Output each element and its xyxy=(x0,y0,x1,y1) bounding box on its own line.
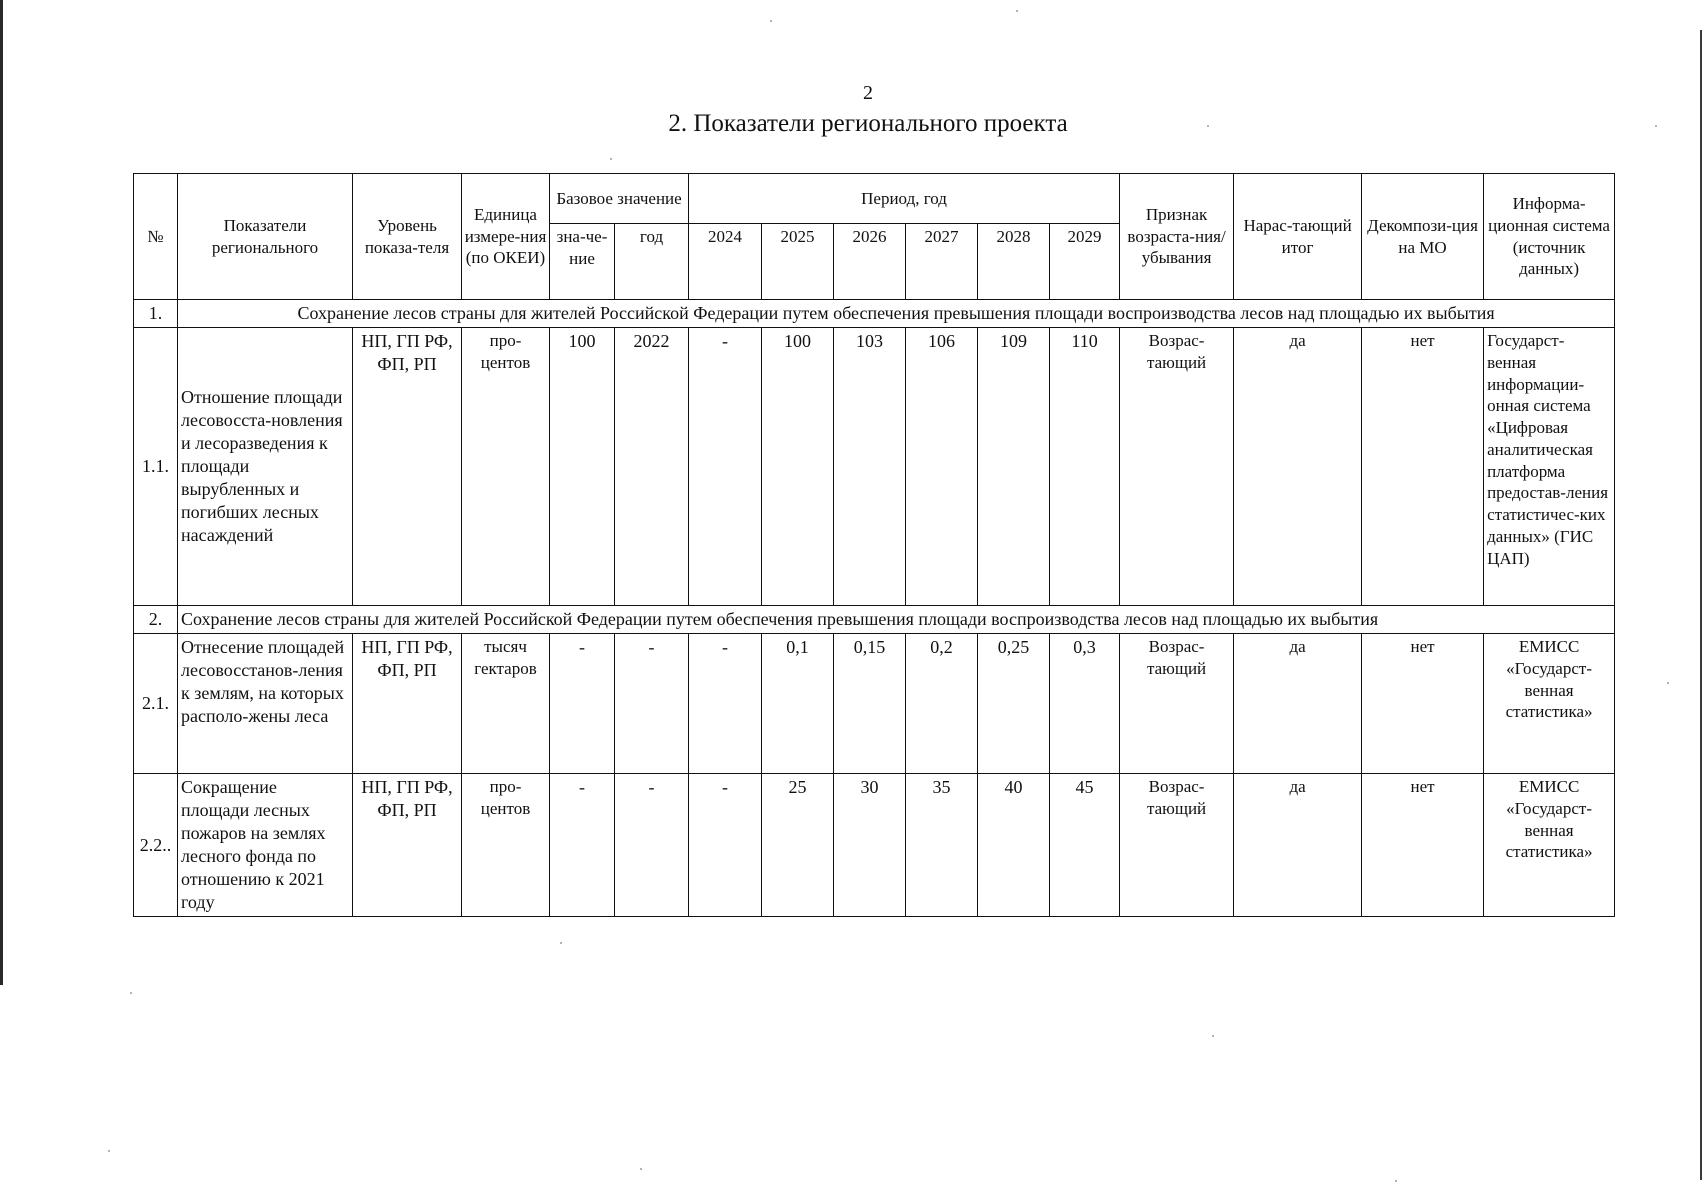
row-level: НП, ГП РФ, ФП, РП xyxy=(353,774,462,917)
row-value-2027: 35 xyxy=(906,774,978,917)
scan-speck xyxy=(640,1168,642,1170)
header-info-system: Информа-ционная система (источник данных) xyxy=(1484,174,1615,300)
header-year-2027: 2027 xyxy=(906,224,978,300)
header-trend: Признак возраста-ния/ убывания xyxy=(1120,174,1234,300)
row-value-2029: 110 xyxy=(1050,328,1120,606)
scan-right-edge xyxy=(1700,30,1702,1180)
row-value-2026: 103 xyxy=(834,328,906,606)
scan-speck xyxy=(1016,10,1018,12)
row-value-2028: 40 xyxy=(978,774,1050,917)
section-row xyxy=(134,300,1615,328)
header-period: Период, год xyxy=(689,174,1120,224)
table-row xyxy=(134,328,1615,606)
row-info-system: ЕМИСС «Государст-венная статистика» xyxy=(1484,634,1615,774)
row-indicator: Сокращение площади лесных пожаров на землях лесного фонда по отношению к 2021 году xyxy=(178,774,353,917)
header-year-2025: 2025 xyxy=(762,224,834,300)
row-unit: про-центов xyxy=(462,774,550,917)
row-value-2024: - xyxy=(689,328,762,606)
row-value-2028: 109 xyxy=(978,328,1050,606)
page-title: 2. Показатели регионального проекта xyxy=(668,110,1068,137)
row-value-2026: 30 xyxy=(834,774,906,917)
header-no: № xyxy=(134,174,178,300)
scan-speck xyxy=(1212,1035,1214,1037)
row-indicator: Отношение площади лесовосста-новления и лесоразведения к площади вырубленных и погибших лесных насаждений xyxy=(178,328,353,606)
row-base-value: - xyxy=(550,634,615,774)
row-unit: про-центов xyxy=(462,328,550,606)
row-value-2026: 0,15 xyxy=(834,634,906,774)
header-unit: Единица измере-ния (по ОКЕИ) xyxy=(462,174,550,300)
header-indicator: Показатели регионального xyxy=(178,174,353,300)
row-value-2027: 0,2 xyxy=(906,634,978,774)
scan-speck xyxy=(1667,682,1669,684)
section-number: 1. xyxy=(134,300,178,328)
row-value-2025: 100 xyxy=(762,328,834,606)
row-cumulative: да xyxy=(1234,634,1362,774)
row-decomposition: нет xyxy=(1362,634,1484,774)
row-value-2025: 0,1 xyxy=(762,634,834,774)
header-base-year: год xyxy=(615,224,689,300)
scan-left-edge xyxy=(0,0,3,985)
header-base: Базовое значение xyxy=(550,174,689,224)
header-year-2029: 2029 xyxy=(1050,224,1120,300)
row-number: 1.1. xyxy=(134,328,178,606)
row-value-2027: 106 xyxy=(906,328,978,606)
section-number: 2. xyxy=(134,606,178,634)
section-title: Сохранение лесов страны для жителей Российской Федерации путем обеспечения превышения площади воспроизводства лесов над площадью их выбытия xyxy=(178,300,1615,328)
row-number: 2.1. xyxy=(134,634,178,774)
row-info-system: ЕМИСС «Государст-венная статистика» xyxy=(1484,774,1615,917)
row-cumulative: да xyxy=(1234,774,1362,917)
row-decomposition: нет xyxy=(1362,774,1484,917)
row-decomposition: нет xyxy=(1362,328,1484,606)
row-level: НП, ГП РФ, ФП, РП xyxy=(353,634,462,774)
scan-speck xyxy=(130,992,132,994)
row-base-year: 2022 xyxy=(615,328,689,606)
row-trend: Возрас-тающий xyxy=(1120,634,1234,774)
header-year-2028: 2028 xyxy=(978,224,1050,300)
row-trend: Возрас-тающий xyxy=(1120,328,1234,606)
row-value-2025: 25 xyxy=(762,774,834,917)
row-base-value: - xyxy=(550,774,615,917)
header-year-2026: 2026 xyxy=(834,224,906,300)
row-base-year: - xyxy=(615,634,689,774)
row-value-2029: 45 xyxy=(1050,774,1120,917)
row-base-year: - xyxy=(615,774,689,917)
table-row xyxy=(134,634,1615,774)
header-cumulative: Нарас-тающий итог xyxy=(1234,174,1362,300)
scan-speck xyxy=(1395,1180,1397,1182)
row-number: 2.2.. xyxy=(134,774,178,917)
row-value-2024: - xyxy=(689,634,762,774)
table-row xyxy=(134,774,1615,917)
scan-speck xyxy=(560,942,562,944)
indicators-table xyxy=(133,173,1615,917)
scan-speck xyxy=(770,20,772,22)
header-level: Уровень показа-теля xyxy=(353,174,462,300)
scan-speck xyxy=(108,1150,110,1152)
row-level: НП, ГП РФ, ФП, РП xyxy=(353,328,462,606)
row-cumulative: да xyxy=(1234,328,1362,606)
row-info-system: Государст-венная информации-онная система «Цифровая аналитическая платформа предостав-ления статистичес-ких данных» (ГИС ЦАП) xyxy=(1484,328,1615,606)
row-indicator: Отнесение площадей лесовосстанов-ления к землям, на которых располо-жены леса xyxy=(178,634,353,774)
header-base-value: зна-че-ние xyxy=(550,224,615,300)
row-base-value: 100 xyxy=(550,328,615,606)
page-number: 2 xyxy=(863,82,873,104)
header-year-2024: 2024 xyxy=(689,224,762,300)
header-decomposition: Декомпози-ция на МО xyxy=(1362,174,1484,300)
row-value-2024: - xyxy=(689,774,762,917)
section-row xyxy=(134,606,1615,634)
section-title: Сохранение лесов страны для жителей Российской Федерации путем обеспечения превышения площади воспроизводства лесов над площадью их выбытия xyxy=(178,606,1615,634)
row-trend: Возрас-тающий xyxy=(1120,774,1234,917)
row-value-2029: 0,3 xyxy=(1050,634,1120,774)
scan-speck xyxy=(610,158,612,160)
row-value-2028: 0,25 xyxy=(978,634,1050,774)
row-unit: тысяч гектаров xyxy=(462,634,550,774)
